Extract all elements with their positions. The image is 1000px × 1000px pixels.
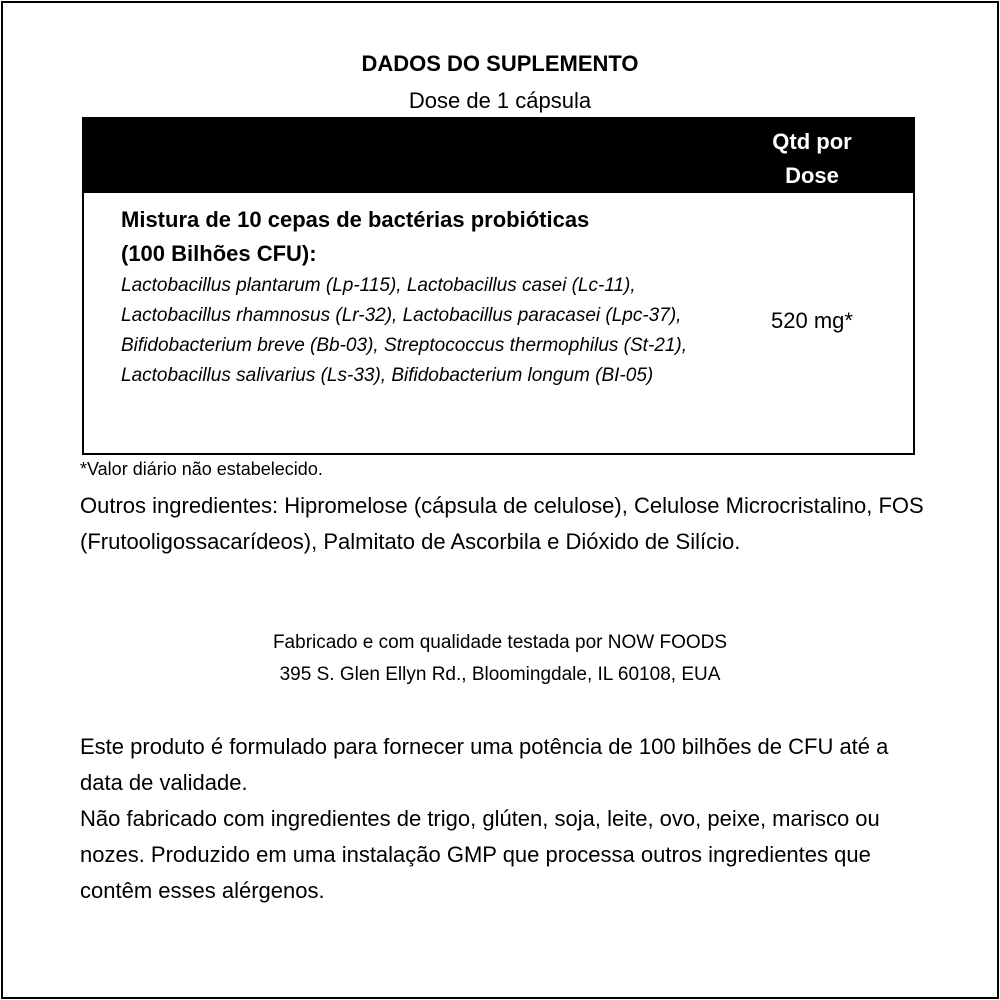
- blend-amount-value: 520 mg*: [771, 308, 853, 333]
- blend-name-line2: (100 Bilhões CFU):: [121, 241, 317, 266]
- supplement-facts-table: [82, 117, 915, 455]
- blend-name: [121, 203, 721, 271]
- label-title: DADOS DO SUPLEMENTO: [361, 51, 639, 76]
- manufacturer-info: [0, 627, 1000, 691]
- serving-size: Dose de 1 cápsula: [408, 88, 592, 113]
- amount-header-line2: Dose: [785, 163, 839, 188]
- manufacturer-address: 395 S. Glen Ellyn Rd., Bloomingdale, IL 60108, EUA: [279, 664, 721, 685]
- amount-header-line1: Qtd por: [772, 129, 852, 154]
- potency-statement: Este produto é formulado para fornecer uma potência de 100 bilhões de CFU até a data de validade.: [80, 734, 889, 795]
- blend-strain-list: Lactobacillus plantarum (Lp-115), Lactobacillus casei (Lc-11), Lactobacillus rhamnosus (Lr-32), Lactobacillus paracasei (Lpc-37), Bifidobacterium breve (Bb-03), Streptococcus thermophilus (St-21), Lactobacillus salivarius (Ls-33), Bifidobacterium longum (BI-05): [121, 275, 688, 386]
- blend-name-line1: Mistura de 10 cepas de bactérias probióticas: [121, 207, 590, 232]
- allergen-statement: Não fabricado com ingredientes de trigo, glúten, soja, leite, ovo, peixe, marisco ou nozes. Produzido em uma instalação GMP que processa outros ingredientes que contêm esses alérgenos.: [80, 806, 880, 903]
- manufacturer-line1: Fabricado e com qualidade testada por NOW FOODS: [272, 632, 728, 653]
- other-ingredients: Outros ingredientes: Hipromelose (cápsula de celulose), Celulose Microcristalino, FOS (Frutooligossacarídeos), Palmitato de Ascorbila e Dióxido de Silício.: [80, 493, 924, 554]
- daily-value-footnote: *Valor diário não estabelecido.: [80, 459, 323, 479]
